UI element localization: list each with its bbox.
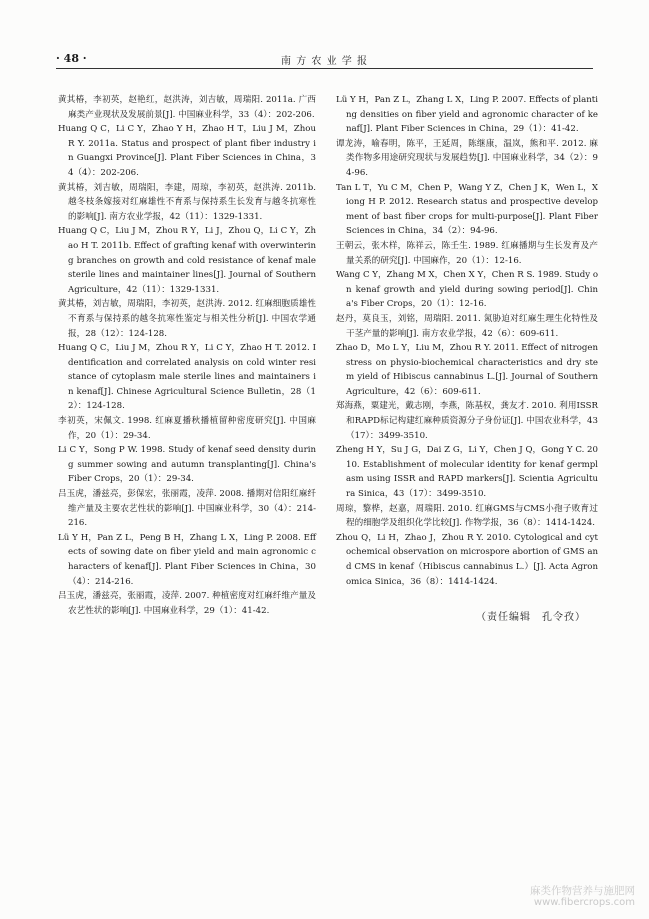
- reference-entry: 吕玉虎，潘兹亮，彭保宏，张丽霞，凌萍. 2008. 播期对信阳红麻纤维产量及主要农艺性状的影响[J]. 中国麻业科学，30（4）：214-216.: [58, 489, 316, 529]
- reference-entry: Lü Y H，Pan Z L，Peng B H，Zhang L X，Ling P. 2008. Effects of sowing date on fiber yield and main agronomic characters of kenaf[J]. Plant Fiber Sciences in China，30（4）：214-216.: [58, 532, 316, 587]
- references-right-column: [336, 93, 598, 589]
- page-header: [56, 50, 593, 69]
- reference-entry: Zhou Q，Li H，Zhao J，Zhou R Y. 2010. Cytological and cytochemical observation on microspore abortion of GMS and CMS in kenaf（Hibiscus cannabinus L.）[J]. Acta Agronomica Sinica，36（8）：1414-1424.: [336, 532, 598, 587]
- reference-entry: Huang Q C，Li C Y，Zhao Y H，Zhao H T，Liu J M，Zhou R Y. 2011a. Status and prospect of plant fiber industry in Guangxi Province[J]. Plant Fiber Sciences in China，34（4）：202-206.: [58, 124, 316, 178]
- reference-entry: Zhao D，Mo L Y，Liu M，Zhou R Y. 2011. Effect of nitrogen stress on physio-biochemical characteristics and dry stem yield of Hibiscus cannabinus L.[J]. Journal of Southern Agriculture，42（6）：609-611.: [336, 343, 598, 397]
- reference-entry: 黄其椿，李初英，赵艳红，赵洪涛，刘吉敏，周瑞阳. 2011a. 广西麻类产业现状及发展前景[J]. 中国麻业科学，33（4）：202-206.: [58, 95, 316, 120]
- reference-entry: 吕玉虎，潘兹亮，张丽霞，凌萍. 2007. 种植密度对红麻纤维产量及农艺性状的影响[J]. 中国麻业科学，29（1）：41-42.: [58, 591, 316, 616]
- reference-entry: 谭龙涛，喻春明，陈平，王延周，陈继康，温岚，熊和平. 2012. 麻类作物多用途研究现状与发展趋势[J]. 中国麻业科学，34（2）：94-96.: [336, 138, 598, 178]
- reference-entry: Lü Y H，Pan Z L，Zhang L X，Ling P. 2007. Effects of planting densities on fiber yield and agronomic character of kenaf[J]. Plant Fiber Sciences in China，29（1）：41-42.: [336, 95, 598, 135]
- page-number: · 48 ·: [56, 52, 87, 65]
- reference-entry: 黄其椿，刘吉敏，周瑞阳，李初英，赵洪涛. 2012. 红麻细胞质雄性不育系与保持系的越冬抗寒性鉴定与相关性分析[J]. 中国农学通报，28（12）：124-128.: [58, 299, 316, 339]
- reference-entry: 周琼，黎桦，赵嘉，周瑞阳. 2010. 红麻GMS与CMS小孢子败育过程的细胞学及组织化学比较[J]. 作物学报，36（8）：1414-1424.: [336, 503, 598, 529]
- reference-entry: 黄其椿，刘吉敏，周瑞阳，李建，周琼，李初英，赵洪涛. 2011b. 越冬枝条嫁接对红麻雄性不育系与保持系生长发育与越冬抗寒性的影响[J]. 南方农业学报，42（11）：1329-1331.: [58, 182, 316, 222]
- site-watermark: [530, 885, 635, 909]
- reference-entry: Zheng H Y，Su J G，Dai Z G，Li Y，Chen J Q，Gong Y C. 2010. Establishment of molecular identity for kenaf germplasm using ISSR and RAPD markers[J]. Scientia Agricultura Sinica，43（17）：3499-3510.: [336, 445, 598, 500]
- reference-entry: Li C Y，Song P W. 1998. Study of kenaf seed density during summer sowing and autumn transplanting[J]. China's Fiber Crops，20（1）：29-34.: [58, 445, 316, 485]
- references-left-column: [58, 93, 316, 618]
- reference-entry: 郑海燕，粟建光，戴志刚，李燕，陈基权，龚友才. 2010. 利用ISSR和RAPD标记构建红麻种质资源分子身份证[J]. 中国农业科学，43（17）：3499-3510.: [336, 401, 598, 441]
- reference-entry: 李初英，宋佩文. 1998. 红麻夏播秋播植留种密度研究[J]. 中国麻作，20（1）：29-34.: [58, 416, 316, 441]
- watermark-url: www.fibercrops.com: [533, 897, 635, 908]
- reference-entry: Wang C Y，Zhang M X，Chen X Y，Chen R S. 1989. Study on kenaf growth and yield during sowing period[J]. China's Fiber Crops，20（1）：12-16.: [336, 270, 598, 310]
- journal-title: 南 方 农 业 学 报: [281, 56, 368, 67]
- reference-entry: Huang Q C，Liu J M，Zhou R Y，Li J，Zhou Q，Li C Y，Zhao H T. 2011b. Effect of grafting kenaf with overwintering branches on growth and cold resistance of kenaf male sterile lines and maintainer lines[J]. Journal of Southern Agriculture，42（11）：1329-1331.: [58, 226, 316, 295]
- reference-entry: Tan L T，Yu C M，Chen P，Wang Y Z，Chen J K，Wen L，Xiong H P. 2012. Research status and prospective development of bast fiber crops for multi-purpose[J]. Plant Fiber Sciences in China，34（2）：94-96.: [336, 182, 598, 237]
- responsible-editor: （责任编辑 孔令孜）: [476, 612, 586, 623]
- reference-entry: Huang Q C，Liu J M，Zhou R Y，Li C Y，Zhao H T. 2012. Identification and correlated analysis on cold winter resistance of cytoplasm male sterile lines and maintainers in kenaf[J]. Chinese Agricultural Science Bulletin，28（12）：124-128.: [58, 343, 316, 412]
- watermark-text: 麻类作物营养与施肥网: [530, 885, 635, 897]
- reference-entry: 赵丹，莫良玉，刘铭，周瑞阳. 2011. 氮胁迫对红麻生理生化特性及干茎产量的影响[J]. 南方农业学报，42（6）：609-611.: [336, 313, 598, 339]
- reference-entry: 王朝云，张木样，陈祥云，陈壬生. 1989. 红麻播期与生长发育及产量关系的研究[J]. 中国麻作，20（1）：12-16.: [336, 240, 598, 266]
